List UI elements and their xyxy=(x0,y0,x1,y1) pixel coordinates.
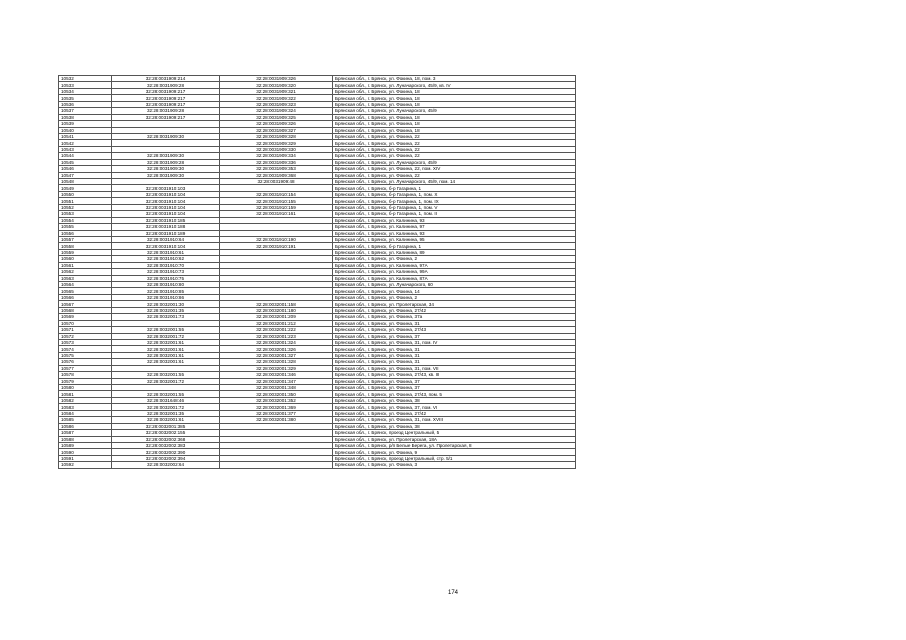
row-number-cell: 10587 xyxy=(59,430,112,436)
object-number-cell: 32:28:0032001:377 xyxy=(220,410,333,416)
object-number-cell: 32:28:0031910:159 xyxy=(220,204,333,210)
parcel-number-cell: 32:28:0032001:61 xyxy=(112,346,220,352)
address-cell: Брянская обл., г. Брянск, ул. Фокина, 2 xyxy=(333,294,576,300)
parcel-number-cell: 32:28:0031909:214 xyxy=(112,76,220,82)
address-cell: Брянская обл., г. Брянск, ул. Фокина, 22 xyxy=(333,133,576,139)
parcel-number-cell: 32:28:0031909:28 xyxy=(112,159,220,165)
row-number-cell: 10535 xyxy=(59,95,112,101)
parcel-number-cell: 32:28:0032001:35 xyxy=(112,307,220,313)
parcel-number-cell: 32:28:0032001:61 xyxy=(112,352,220,358)
object-number-cell: 32:28:0031909:320 xyxy=(220,82,333,88)
address-cell: Брянская обл., г. Брянск, ул. Калинина, 93 xyxy=(333,230,576,236)
parcel-number-cell: 32:28:0032001:72 xyxy=(112,404,220,410)
object-number-cell: 32:28:0031909:334 xyxy=(220,153,333,159)
address-cell: Брянская обл., г. Брянск, ул. Фокина, 31, пом. IV xyxy=(333,339,576,345)
row-number-cell: 10548 xyxy=(59,179,112,185)
parcel-number-cell: 32:28:0032001:61 xyxy=(112,359,220,365)
object-number-cell: 32:28:0031909:336 xyxy=(220,159,333,165)
address-cell: Брянская обл., г. Брянск, р/п Белые Берега, ул. Пролетарская, 8 xyxy=(333,442,576,448)
address-cell: Брянская обл., г. Брянск, ул. Фокина, 18 xyxy=(333,101,576,107)
page-number: 174 xyxy=(447,590,458,596)
object-number-cell: 32:28:0032001:326 xyxy=(220,346,333,352)
object-number-cell: 32:28:0031910:154 xyxy=(220,191,333,197)
object-number-cell: 32:28:0031909:323 xyxy=(220,101,333,107)
object-number-cell: 32:28:0032001:328 xyxy=(220,359,333,365)
address-cell: Брянская обл., г. Брянск, ул. Фокина, 18, пом. 3 xyxy=(333,76,576,82)
row-number-cell: 10546 xyxy=(59,166,112,172)
object-number-cell: 32:28:0031909:324 xyxy=(220,108,333,114)
row-number-cell: 10558 xyxy=(59,243,112,249)
row-number-cell: 10580 xyxy=(59,385,112,391)
address-cell: Брянская обл., г. Брянск, б-р Гагарина, 1, пом. X xyxy=(333,191,576,197)
address-cell: Брянская обл., г. Брянск, ул. Фокина, 37 xyxy=(333,378,576,384)
row-number-cell: 10584 xyxy=(59,410,112,416)
row-number-cell: 10557 xyxy=(59,236,112,242)
row-number-cell: 10568 xyxy=(59,307,112,313)
row-number-cell: 10577 xyxy=(59,365,112,371)
row-number-cell: 10551 xyxy=(59,198,112,204)
address-cell: Брянская обл., г. Брянск, ул. Луначарского, 45/9 xyxy=(333,108,576,114)
row-number-cell: 10541 xyxy=(59,133,112,139)
row-number-cell: 10552 xyxy=(59,204,112,210)
address-cell: Брянская обл., г. Брянск, ул. Пролетарская, 34 xyxy=(333,301,576,307)
parcel-number-cell: 32:28:0031909:28 xyxy=(112,108,220,114)
address-cell: Брянская обл., г. Брянск, б-р Гагарина, 1, пом. II xyxy=(333,211,576,217)
object-number-cell: 32:28:0032001:352 xyxy=(220,397,333,403)
object-number-cell: 32:28:0031910:191 xyxy=(220,243,333,249)
parcel-number-cell: 32:28:0031910:104 xyxy=(112,243,220,249)
row-number-cell: 10553 xyxy=(59,211,112,217)
address-cell: Брянская обл., г. Брянск, ул. Калинина, 87А xyxy=(333,275,576,281)
row-number-cell: 10581 xyxy=(59,391,112,397)
address-cell: Брянская обл., г. Брянск, ул. Калинина, 99А xyxy=(333,269,576,275)
address-cell: Брянская обл., г. Брянск, ул. Фокина, 22 xyxy=(333,172,576,178)
object-number-cell: 32:28:0032001:324 xyxy=(220,339,333,345)
registry-table-body xyxy=(59,76,576,469)
object-number-cell: 32:28:0032001:223 xyxy=(220,333,333,339)
address-cell: Брянская обл., г. Брянск, ул. Фокина, 18 xyxy=(333,121,576,127)
object-number-cell: 32:28:0032001:209 xyxy=(220,314,333,320)
object-number-cell: 32:28:0032001:380 xyxy=(220,417,333,423)
object-number-cell: 32:28:0032001:369 xyxy=(220,404,333,410)
address-cell: Брянская обл., г. Брянск, ул. Фокина, 27/43, кв. III xyxy=(333,372,576,378)
address-cell: Брянская обл., г. Брянск, ул. Калинина, 97 xyxy=(333,224,576,230)
parcel-number-cell: 32:28:0032002:390 xyxy=(112,449,220,455)
parcel-number-cell: 32:28:0031910:86 xyxy=(112,294,220,300)
address-cell: Брянская обл., г. Брянск, ул. Калинина, 95 xyxy=(333,236,576,242)
object-number-cell: 32:28:0031909:325 xyxy=(220,114,333,120)
row-number-cell: 10561 xyxy=(59,262,112,268)
row-number-cell: 10555 xyxy=(59,224,112,230)
parcel-number-cell: 32:28:0032002:64 xyxy=(112,462,220,468)
address-cell: Брянская обл., г. Брянск, б-р Гагарина, 1 xyxy=(333,185,576,191)
row-number-cell: 10536 xyxy=(59,101,112,107)
row-number-cell: 10547 xyxy=(59,172,112,178)
address-cell: Брянская обл., г. Брянск, б-р Гагарина, 1, пом. IX xyxy=(333,198,576,204)
parcel-number-cell: 32:28:0031909:217 xyxy=(112,95,220,101)
object-number-cell: 32:28:0031909:329 xyxy=(220,140,333,146)
row-number-cell: 10579 xyxy=(59,378,112,384)
address-cell: Брянская обл., г. Брянск, ул. Фокина, 27/42 xyxy=(333,410,576,416)
address-cell: Брянская обл., г. Брянск, ул. Фокина, 27/43, пом. 5 xyxy=(333,391,576,397)
row-number-cell: 10549 xyxy=(59,185,112,191)
address-cell: Брянская обл., г. Брянск, ул. Луначарского, 45/9, пом. 14 xyxy=(333,179,576,185)
parcel-number-cell: 32:28:0031909:30 xyxy=(112,133,220,139)
parcel-number-cell: 32:28:0031909:217 xyxy=(112,88,220,94)
row-number-cell: 10554 xyxy=(59,217,112,223)
row-number-cell: 10585 xyxy=(59,417,112,423)
address-cell: Брянская обл., г. Брянск, ул. Фокина, 22, пом. XIV xyxy=(333,166,576,172)
row-number-cell: 10573 xyxy=(59,339,112,345)
row-number-cell: 10571 xyxy=(59,327,112,333)
address-cell: Брянская обл., г. Брянск, ул. Фокина, 31 xyxy=(333,346,576,352)
object-number-cell: 32:28:0031909:48 xyxy=(220,179,333,185)
object-number-cell: 32:28:0031909:321 xyxy=(220,88,333,94)
parcel-number-cell: 32:28:0032002:383 xyxy=(112,442,220,448)
object-number-cell: 32:28:0031910:155 xyxy=(220,198,333,204)
row-number-cell: 10592 xyxy=(59,462,112,468)
parcel-number-cell: 32:28:0031909:28 xyxy=(112,82,220,88)
address-cell: Брянская обл., г. Брянск, ул. Калинина, 97А xyxy=(333,262,576,268)
address-cell: Брянская обл., г. Брянск, ул. Фокина, 31, пом. XVIII xyxy=(333,417,576,423)
row-number-cell: 10543 xyxy=(59,146,112,152)
row-number-cell: 10588 xyxy=(59,436,112,442)
parcel-number-cell: 32:28:0032001:73 xyxy=(112,314,220,320)
parcel-number-cell: 32:28:0031910:80 xyxy=(112,282,220,288)
row-number-cell: 10534 xyxy=(59,88,112,94)
parcel-number-cell: 32:28:0031648:46 xyxy=(112,397,220,403)
object-number-cell: 32:28:0032001:158 xyxy=(220,301,333,307)
parcel-number-cell: 32:28:0031910:189 xyxy=(112,230,220,236)
row-number-cell: 10591 xyxy=(59,455,112,461)
row-number-cell: 10583 xyxy=(59,404,112,410)
address-cell: Брянская обл., г. Брянск, ул. Фокина, 18 xyxy=(333,114,576,120)
row-number-cell: 10544 xyxy=(59,153,112,159)
row-number-cell: 10532 xyxy=(59,76,112,82)
row-number-cell: 10550 xyxy=(59,191,112,197)
row-number-cell: 10569 xyxy=(59,314,112,320)
row-number-cell: 10566 xyxy=(59,294,112,300)
parcel-number-cell: 32:28:0031909:30 xyxy=(112,166,220,172)
address-cell: Брянская обл., г. Брянск, ул. Фокина, 31, пом. VII xyxy=(333,365,576,371)
parcel-number-cell: 32:28:0031910:104 xyxy=(112,204,220,210)
parcel-number-cell: 32:28:0032001:72 xyxy=(112,333,220,339)
object-number-cell: 32:28:0031910:190 xyxy=(220,236,333,242)
address-cell: Брянская обл., г. Брянск, ул. Фокина, 37 xyxy=(333,385,576,391)
row-number-cell: 10564 xyxy=(59,282,112,288)
address-cell: Брянская обл., г. Брянск, ул. Луначарского, 60 xyxy=(333,282,576,288)
object-number-cell: 32:28:0031909:326 xyxy=(220,121,333,127)
parcel-number-cell: 32:28:0031909:30 xyxy=(112,172,220,178)
parcel-number-cell: 32:28:0032002:394 xyxy=(112,455,220,461)
parcel-number-cell: 32:28:0032001:30 xyxy=(112,301,220,307)
address-cell: Брянская обл., г. Брянск, ул. Фокина, 37 xyxy=(333,333,576,339)
address-cell: Брянская обл., г. Брянск, ул. Фокина, 22 xyxy=(333,153,576,159)
parcel-number-cell: 32:28:0032002:155 xyxy=(112,430,220,436)
row-number-cell: 10582 xyxy=(59,397,112,403)
address-cell: Брянская обл., г. Брянск, ул. Калинина, 93 xyxy=(333,217,576,223)
object-number-cell: 32:28:0031909:328 xyxy=(220,133,333,139)
row-number-cell: 10589 xyxy=(59,442,112,448)
address-cell: Брянская обл., г. Брянск, ул. Калинина, 89 xyxy=(333,249,576,255)
parcel-number-cell: 32:28:0031909:30 xyxy=(112,153,220,159)
parcel-number-cell: 32:28:0031910:61 xyxy=(112,249,220,255)
address-cell: Брянская обл., г. Брянск, ул. Луначарского, 45/9, кв. IV xyxy=(333,82,576,88)
object-number-cell: 32:28:0032001:350 xyxy=(220,391,333,397)
row-number-cell: 10576 xyxy=(59,359,112,365)
object-number-cell: 32:28:0032001:327 xyxy=(220,352,333,358)
object-number-cell: 32:28:0031910:161 xyxy=(220,211,333,217)
object-number-cell: 32:28:0032001:180 xyxy=(220,307,333,313)
object-number-cell xyxy=(220,462,333,468)
object-number-cell: 32:28:0031909:353 xyxy=(220,166,333,172)
object-number-cell: 32:28:0032001:347 xyxy=(220,378,333,384)
object-number-cell: 32:28:0031909:327 xyxy=(220,127,333,133)
parcel-number-cell: 32:28:0032001:61 xyxy=(112,417,220,423)
parcel-number-cell: 32:28:0032001:55 xyxy=(112,327,220,333)
parcel-number-cell: 32:28:0032001:55 xyxy=(112,391,220,397)
address-cell: Брянская обл., г. Брянск, б-р Гагарина, 1 xyxy=(333,243,576,249)
object-number-cell: 32:28:0031909:368 xyxy=(220,172,333,178)
address-cell: Брянская обл., г. Брянск, ул. Фокина, 38 xyxy=(333,423,576,429)
row-number-cell: 10570 xyxy=(59,320,112,326)
row-number-cell: 10565 xyxy=(59,288,112,294)
row-number-cell: 10538 xyxy=(59,114,112,120)
parcel-number-cell: 32:28:0031910:75 xyxy=(112,275,220,281)
parcel-number-cell: 32:28:0031910:104 xyxy=(112,191,220,197)
parcel-number-cell: 32:28:0031910:70 xyxy=(112,262,220,268)
row-number-cell: 10590 xyxy=(59,449,112,455)
address-cell: Брянская обл., г. Брянск, ул. Фокина, 31 xyxy=(333,352,576,358)
address-cell: Брянская обл., г. Брянск, ул. Фокина, 22 xyxy=(333,146,576,152)
parcel-number-cell: 32:28:0032001:385 xyxy=(112,423,220,429)
parcel-number-cell: 32:28:0032001:35 xyxy=(112,410,220,416)
parcel-number-cell: 32:28:0031909:217 xyxy=(112,101,220,107)
address-cell: Брянская обл., г. Брянск, ул. Фокина, 18 xyxy=(333,88,576,94)
row-number-cell: 10574 xyxy=(59,346,112,352)
row-number-cell: 10542 xyxy=(59,140,112,146)
address-cell: Брянская обл., г. Брянск, ул. Фокина, 27/43 xyxy=(333,327,576,333)
address-cell: Брянская обл., г. Брянск, ул. Фокина, 37, пом. VI xyxy=(333,404,576,410)
address-cell: Брянская обл., г. Брянск, проезд Центральный, стр. 5/1 xyxy=(333,455,576,461)
row-number-cell: 10562 xyxy=(59,269,112,275)
parcel-number-cell: 32:28:0031910:103 xyxy=(112,185,220,191)
address-cell: Брянская обл., г. Брянск, ул. Фокина, 14 xyxy=(333,288,576,294)
row-number-cell: 10537 xyxy=(59,108,112,114)
row-number-cell: 10560 xyxy=(59,256,112,262)
parcel-number-cell: 32:28:0031910:185 xyxy=(112,217,220,223)
registry-table xyxy=(58,75,576,469)
row-number-cell: 10567 xyxy=(59,301,112,307)
address-cell: Брянская обл., г. Брянск, ул. Фокина, 31 xyxy=(333,320,576,326)
address-cell: Брянская обл., г. Брянск, ул. Фокина, 18 xyxy=(333,95,576,101)
row-number-cell: 10559 xyxy=(59,249,112,255)
address-cell: Брянская обл., г. Брянск, проезд Центральный, 5 xyxy=(333,430,576,436)
row-number-cell: 10545 xyxy=(59,159,112,165)
object-number-cell: 32:28:0032001:329 xyxy=(220,365,333,371)
row-number-cell: 10539 xyxy=(59,121,112,127)
parcel-number-cell: 32:28:0031909:217 xyxy=(112,114,220,120)
parcel-number-cell: 32:28:0031910:64 xyxy=(112,236,220,242)
parcel-number-cell: 32:28:0031910:62 xyxy=(112,256,220,262)
row-number-cell: 10578 xyxy=(59,372,112,378)
address-cell: Брянская обл., г. Брянск, ул. Фокина, 2 xyxy=(333,256,576,262)
address-cell: Брянская обл., г. Брянск, ул. Фокина, 27/42 xyxy=(333,307,576,313)
parcel-number-cell: 32:28:0032001:55 xyxy=(112,372,220,378)
object-number-cell: 32:28:0032001:222 xyxy=(220,327,333,333)
address-cell: Брянская обл., г. Брянск, ул. Луначарского, 45/9 xyxy=(333,159,576,165)
object-number-cell: 32:28:0031909:330 xyxy=(220,146,333,152)
address-cell: Брянская обл., г. Брянск, ул. Фокина, 9 xyxy=(333,449,576,455)
parcel-number-cell: 32:28:0032002:368 xyxy=(112,436,220,442)
row-number-cell: 10540 xyxy=(59,127,112,133)
address-cell: Брянская обл., г. Брянск, ул. Фокина, 38 xyxy=(333,397,576,403)
parcel-number-cell: 32:28:0032001:72 xyxy=(112,378,220,384)
address-cell: Брянская обл., г. Брянск, ул. Пролетарская, 18А xyxy=(333,436,576,442)
parcel-number-cell: 32:28:0031910:104 xyxy=(112,198,220,204)
address-cell: Брянская обл., г. Брянск, ул. Фокина, 18 xyxy=(333,127,576,133)
object-number-cell: 32:28:0032001:348 xyxy=(220,385,333,391)
row-number-cell: 10575 xyxy=(59,352,112,358)
parcel-number-cell: 32:28:0031910:188 xyxy=(112,224,220,230)
row-number-cell: 10572 xyxy=(59,333,112,339)
object-number-cell: 32:28:0032001:346 xyxy=(220,372,333,378)
address-cell: Брянская обл., г. Брянск, ул. Фокина, 3 xyxy=(333,462,576,468)
parcel-number-cell: 32:28:0031910:85 xyxy=(112,288,220,294)
parcel-number-cell: 32:28:0032001:61 xyxy=(112,339,220,345)
row-number-cell: 10586 xyxy=(59,423,112,429)
row-number-cell: 10533 xyxy=(59,82,112,88)
parcel-number-cell: 32:28:0031910:73 xyxy=(112,269,220,275)
object-number-cell: 32:28:0031909:326 xyxy=(220,76,333,82)
object-number-cell: 32:28:0031909:322 xyxy=(220,95,333,101)
address-cell: Брянская обл., г. Брянск, ул. Фокина, 31 xyxy=(333,359,576,365)
row-number-cell: 10563 xyxy=(59,275,112,281)
address-cell: Брянская обл., г. Брянск, б-р Гагарина, 1, пом. V xyxy=(333,204,576,210)
address-cell: Брянская обл., г. Брянск, ул. Фокина, 22 xyxy=(333,140,576,146)
parcel-number-cell: 32:28:0031910:104 xyxy=(112,211,220,217)
object-number-cell: 32:28:0032001:212 xyxy=(220,320,333,326)
row-number-cell: 10556 xyxy=(59,230,112,236)
table-row xyxy=(59,462,576,468)
address-cell: Брянская обл., г. Брянск, ул. Фокина, 37а xyxy=(333,314,576,320)
